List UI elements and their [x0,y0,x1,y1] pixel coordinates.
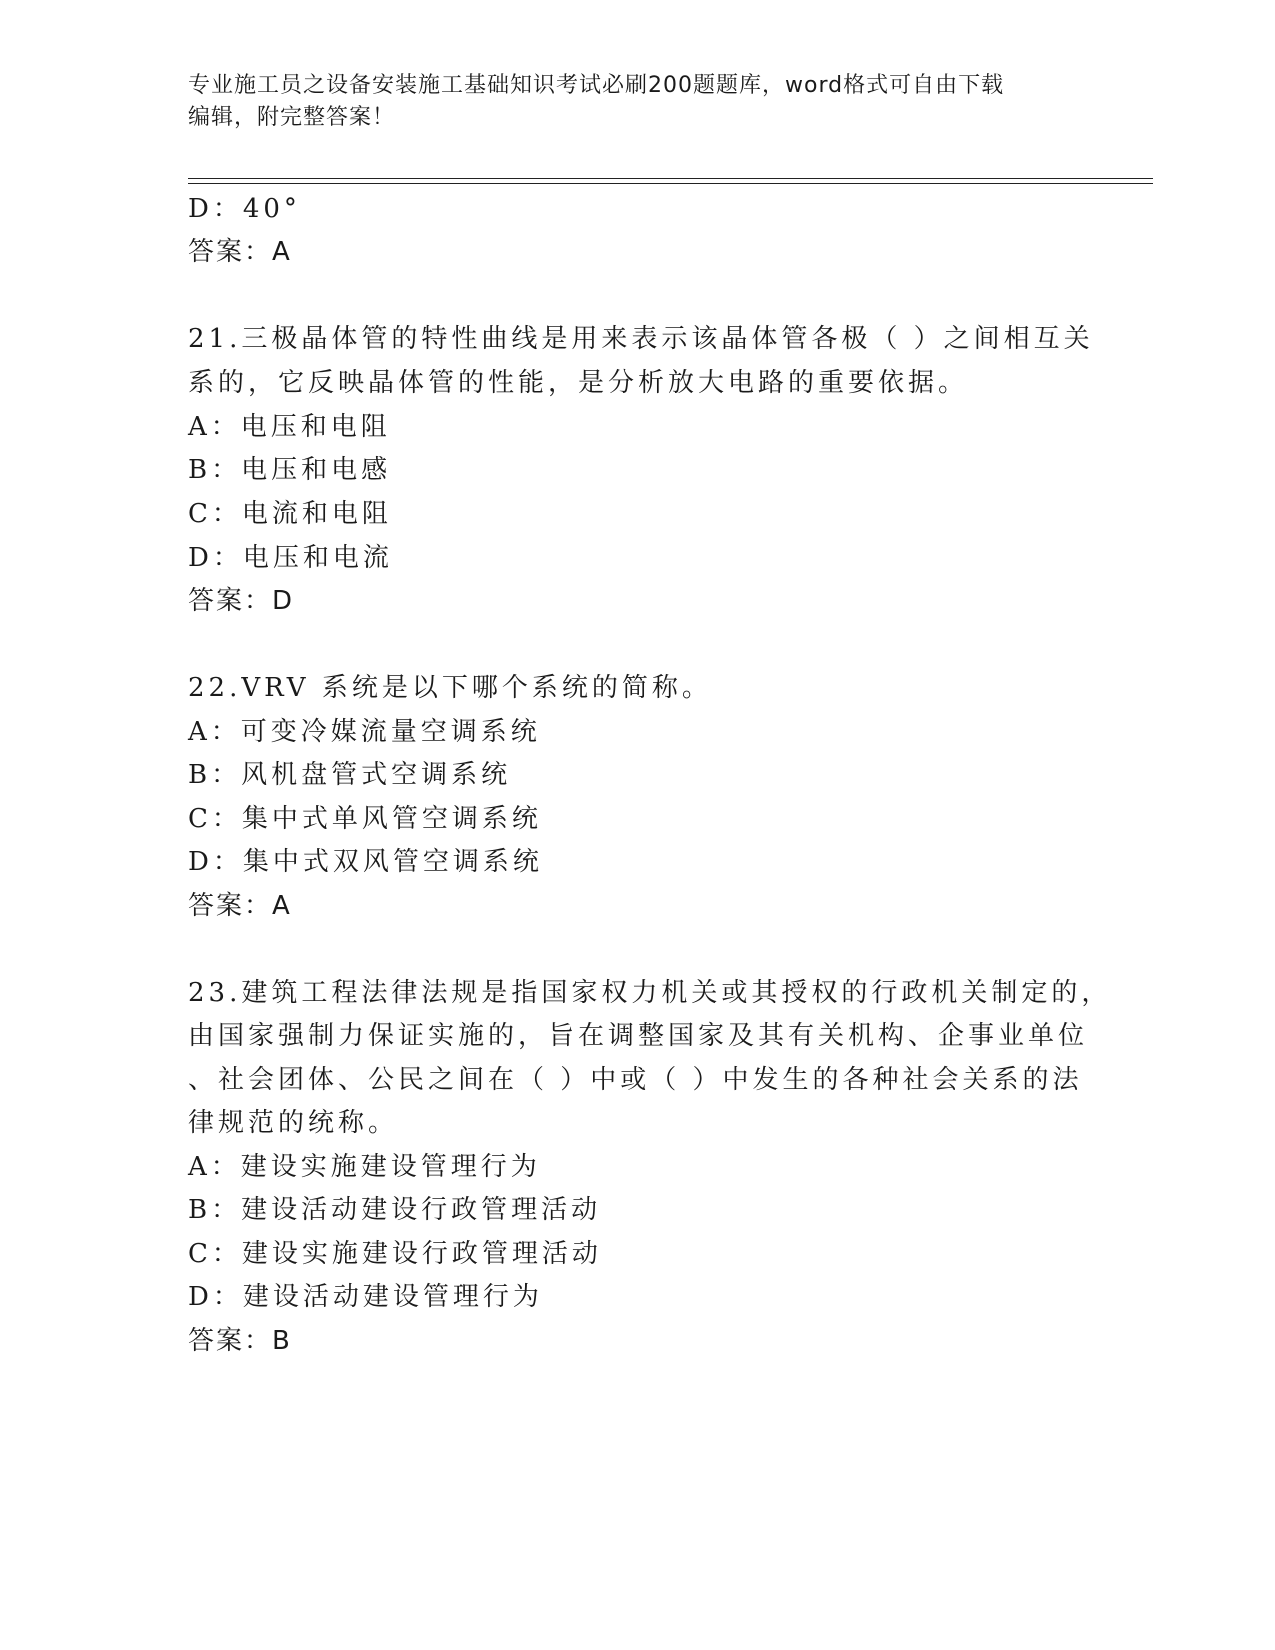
question-21-option-b: B：电压和电感 [188,455,392,485]
question-23-stem-line-2: 由国家强制力保证实施的，旨在调整国家及其有关机构、企事业单位 [188,1021,1089,1051]
header-line-1: 专业施工员之设备安装施工基础知识考试必刷200题题库，word格式可自由下载 [188,73,1005,98]
question-21-answer: 答案：D [188,586,295,616]
prev-answer: 答案：A [188,237,292,267]
question-22-stem-line-1: 22.VRV 系统是以下哪个系统的简称。 [188,673,712,703]
question-22-answer: 答案：A [188,891,292,921]
question-23-stem-line-1: 23.建筑工程法律法规是指国家权力机关或其授权的行政机关制定的， [188,978,1112,1008]
question-23-stem-line-4: 律规范的统称。 [188,1108,399,1138]
question-21-option-a: A：电压和电阻 [188,412,391,442]
question-23-stem-line-3: 、社会团体、公民之间在（ ）中或（ ）中发生的各种社会关系的法 [188,1065,1083,1095]
question-22-option-a: A：可变冷媒流量空调系统 [188,717,541,747]
question-21-option-c: C：电流和电阻 [188,499,392,529]
question-23-option-c: C：建设实施建设行政管理活动 [188,1239,602,1269]
document-header [188,70,1088,134]
question-23-option-b: B：建设活动建设行政管理活动 [188,1195,602,1225]
question-22-option-c: C：集中式单风管空调系统 [188,804,542,834]
header-line-2: 编辑，附完整答案！ [188,105,396,130]
header-divider-bottom [188,183,1153,184]
prev-option-d: D：40° [188,194,301,224]
question-23-answer: 答案：B [188,1326,292,1356]
question-21-stem-line-2: 系的，它反映晶体管的性能，是分析放大电路的重要依据。 [188,368,969,398]
question-22-option-b: B：风机盘管式空调系统 [188,760,512,790]
question-21-option-d: D：电压和电流 [188,543,393,573]
question-21-stem-line-1: 21.三极晶体管的特性曲线是用来表示该晶体管各极（ ）之间相互关 [188,324,1094,354]
header-divider-top [188,178,1153,179]
question-23-option-a: A：建设实施建设管理行为 [188,1152,541,1182]
question-23-option-d: D：建设活动建设管理行为 [188,1282,543,1312]
question-22-option-d: D：集中式双风管空调系统 [188,847,543,877]
